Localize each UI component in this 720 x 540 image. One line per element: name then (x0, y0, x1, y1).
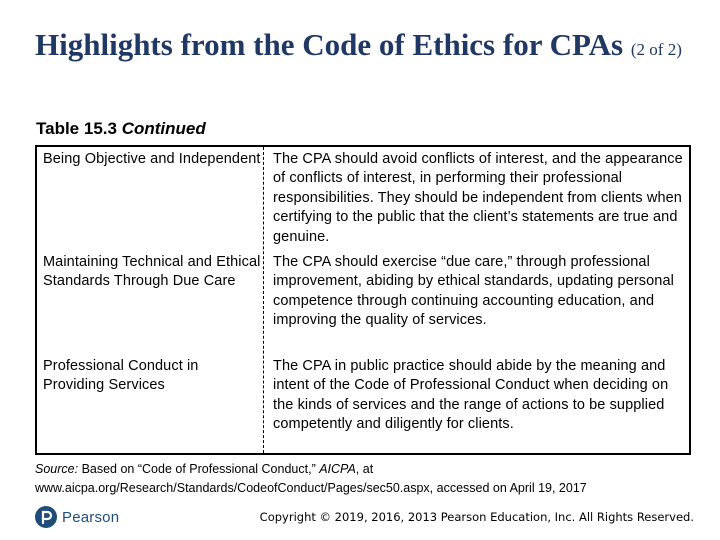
table-row (37, 253, 689, 350)
pearson-logo-text: Pearson (62, 508, 120, 526)
row-heading: Maintaining Technical and Ethical Standards Through Due Care (43, 254, 261, 290)
table-continued-label: Continued (121, 119, 206, 138)
pearson-logo (35, 503, 119, 531)
table-caption (36, 119, 206, 139)
slide-title (35, 26, 695, 68)
slide-title-main: Highlights from the Code of Ethics for CPAs (35, 27, 624, 62)
table-number: Table 15.3 (36, 119, 117, 138)
pearson-logo-icon (35, 506, 57, 528)
source-text-after: , at www.aicpa.org/Research/Standards/CodeofConduct/Pages/sec50.aspx, accessed on April 19, 2017 (35, 462, 587, 495)
slide-title-part: (2 of 2) (630, 40, 682, 59)
row-heading: Being Objective and Independent (43, 151, 261, 167)
row-description: The CPA in public practice should abide by the meaning and intent of the Code of Professional Conduct when deciding on the kinds of services and the range of actions to be supplied competently and diligently for clients. (273, 358, 669, 433)
table-row (37, 150, 689, 247)
row-heading: Professional Conduct in Providing Services (43, 358, 199, 394)
ethics-table (35, 145, 691, 455)
table-row (37, 357, 689, 454)
row-description: The CPA should exercise “due care,” through professional improvement, abiding by ethical standards, updating personal competence through continuing accounting education, and improving the quality of services. (273, 254, 674, 329)
source-label: Source: (35, 462, 79, 476)
source-note (35, 460, 705, 498)
copyright-notice: Copyright © 2019, 2016, 2013 Pearson Education, Inc. All Rights Reserved. (259, 510, 694, 524)
source-text-before: Based on “Code of Professional Conduct,” (78, 462, 320, 476)
source-org: AICPA (319, 462, 356, 476)
row-description: The CPA should avoid conflicts of interest, and the appearance of conflicts of interest, in performing their professional responsibilities. They should be independent from clients when certifying to the public that the client’s statements are true and genuine. (273, 151, 683, 245)
